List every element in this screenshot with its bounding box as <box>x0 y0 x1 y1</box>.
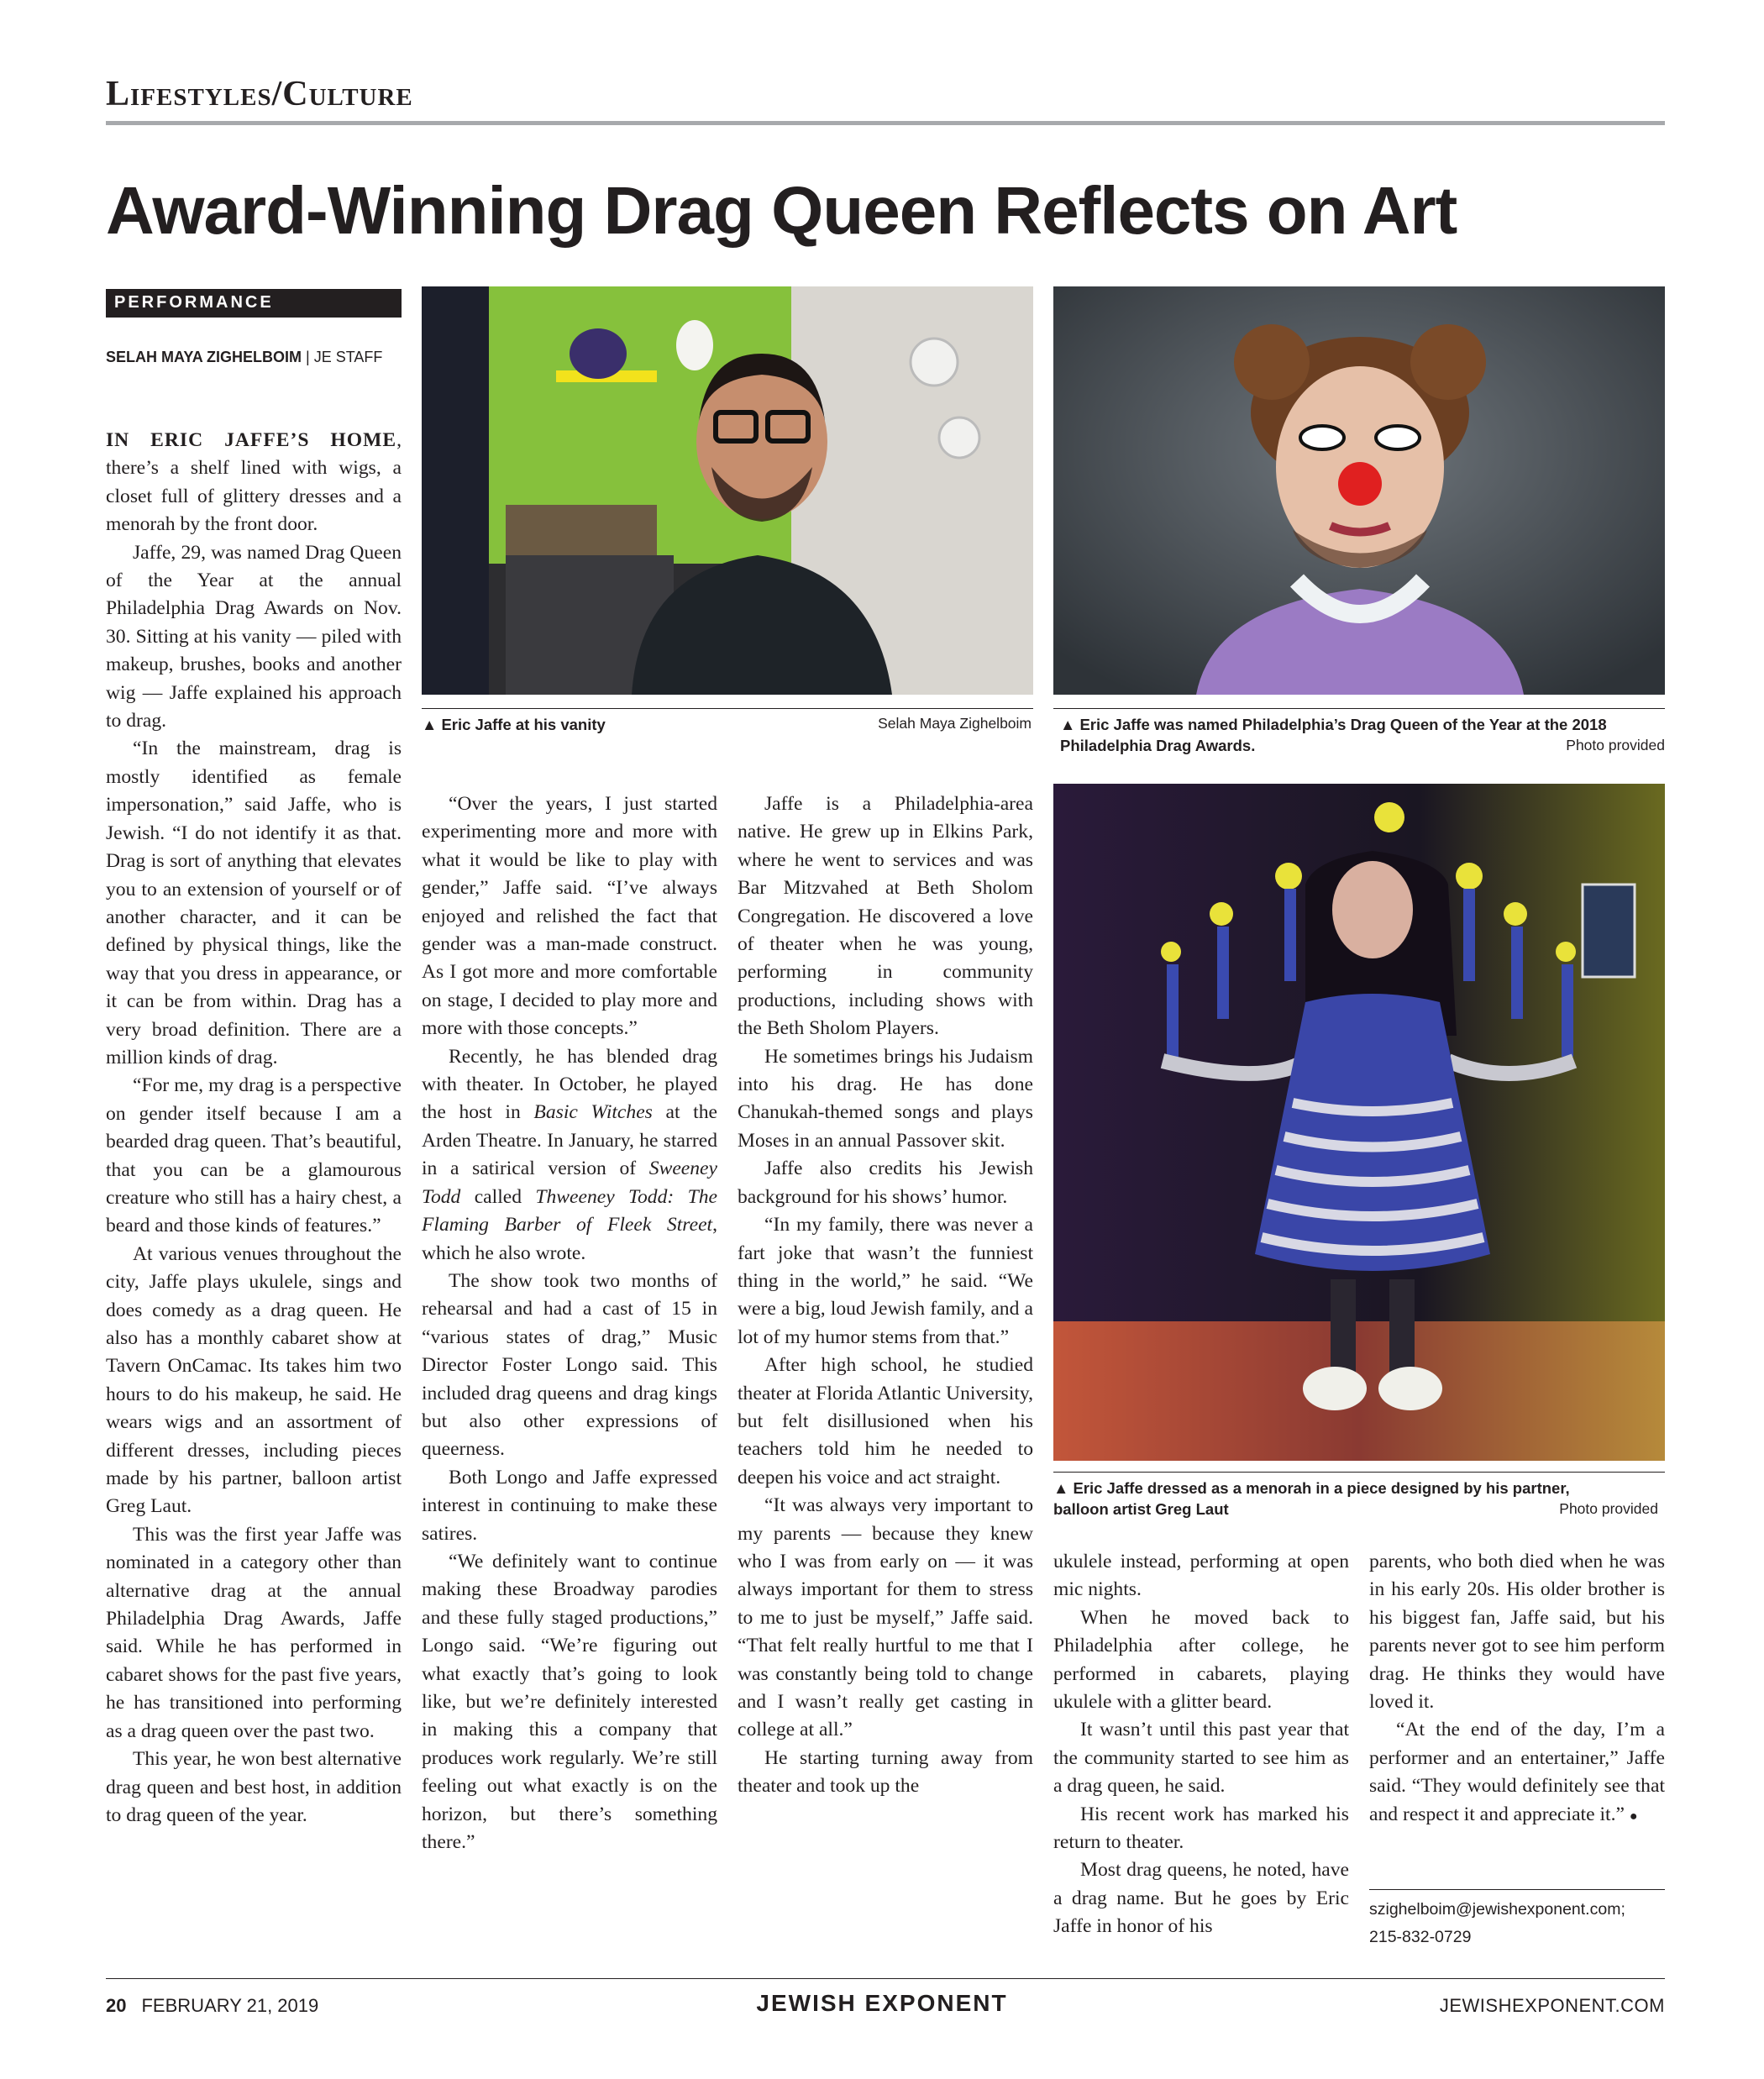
photo-portrait <box>1053 286 1665 695</box>
paragraph: parents, who both died when he was in his early 20s. His older brother is his biggest fan, Jaffe said, but his parents never got to see him perform drag. He thinks they would have loved it. <box>1369 1551 1665 1714</box>
paragraph: He sometimes brings his Judaism into his drag. He has done Chanukah-themed songs and plays Moses in an annual Passover skit. <box>738 1045 1033 1152</box>
byline-author: SELAH MAYA ZIGHELBOIM <box>106 349 302 365</box>
caption-portrait: ▲ Eric Jaffe was named Philadelphia’s Drag Queen of the Year at the 2018 Philadelphia Drag Awards. <box>1060 716 1607 754</box>
paragraph: Most drag queens, he noted, have a drag name. But he goes by Eric Jaffe in honor of his <box>1053 1859 1349 1938</box>
article-column-3 <box>738 790 1033 1801</box>
publication-website[interactable]: JEWISHEXPONENT.COM <box>1439 1995 1665 2016</box>
section-rule <box>106 121 1665 125</box>
paragraph: “In my family, there was never a fart joke that wasn’t the funniest thing in the world,” he said. “We were a big, loud Jewish family, and a lot of my humor stems from that.” <box>738 1214 1033 1348</box>
caption-vanity: ▲ Eric Jaffe at his vanity <box>422 716 606 733</box>
paragraph: “At the end of the day, I’m a performer and an entertainer,” Jaffe said. “They would definitely see that and respect it and appreciate it.” ● <box>1369 1719 1665 1825</box>
paragraph: When he moved back to Philadelphia after college, he performed in cabarets, playing ukulele with a glitter beard. <box>1053 1606 1349 1714</box>
paragraph: Both Longo and Jaffe expressed interest in continuing to make these satires. <box>422 1466 717 1545</box>
contact-rule <box>1369 1889 1665 1890</box>
issue-date: FEBRUARY 21, 2019 <box>141 1995 319 2016</box>
paragraph: At various venues throughout the city, Jaffe plays ukulele, sings and does comedy as a drag queen. He also has a monthly cabaret show at Tavern OnCamac. Its takes him two hours to do his makeup, he said. He wears wigs and an assortment of different dresses, including pieces made by his partner, balloon artist Greg Laut. <box>106 1242 402 1518</box>
title-sweeney-todd: Sweeney Todd <box>422 1158 717 1208</box>
caption-menorah-line1: ▲ Eric Jaffe dressed as a menorah in a piece designed by his partner, <box>1053 1479 1570 1497</box>
title-basic-witches: Basic Witches <box>533 1101 653 1124</box>
article-column-1 <box>106 427 402 1830</box>
paragraph: Jaffe, 29, was named Drag Queen of the Year at the annual Philadelphia Drag Awards on Nov. 30. Sitting at his vanity — piled with makeup, brushes, books and another wig — Jaffe explained his approach to drag. <box>106 541 402 732</box>
section-header: Lifestyles/Culture <box>106 75 413 113</box>
paragraph: It wasn’t until this past year that the community started to see him as a drag queen, he said. <box>1053 1719 1349 1798</box>
publication-name: JEWISH EXPONENT <box>756 1990 1008 2016</box>
caption-rule <box>1053 708 1665 709</box>
article-column-2 <box>422 790 717 1856</box>
credit-portrait: Photo provided <box>1566 737 1665 753</box>
paragraph: Jaffe is a Philadelphia-area native. He grew up in Elkins Park, where he went to services and was Bar Mitzvahed at Beth Sholom Congregation. He discovered a love of theater when he was young, performing in community productions, including shows with the Beth Sholom Players. <box>738 793 1033 1040</box>
paragraph: “We definitely want to continue making these Broadway parodies and these fully staged productions,” Longo said. “We’re figuring out what exactly that’s going to look like, but we’re definitely interested in making this a company that produces work regularly. We’re still feeling out what exactly is on the horizon, but there’s something there.” <box>422 1550 717 1854</box>
byline-separator: | <box>302 349 314 365</box>
kicker-performance: PERFORMANCE <box>106 289 402 318</box>
paragraph: His recent work has marked his return to theater. <box>1053 1803 1349 1854</box>
paragraph: “Over the years, I just started experimenting more and more with what it would be like to play with gender,” Jaffe said. “I’ve always enjoyed and relished the fact that gender was a man-made construct. As I got more and more comfortable on stage, I decided to play more and more with those concepts.” <box>422 793 717 1040</box>
headline: Award-Winning Drag Queen Reflects on Art <box>106 173 1457 248</box>
credit-menorah: Photo provided <box>1559 1500 1658 1517</box>
paragraph: After high school, he studied theater at Florida Atlantic University, but felt disillusioned when his teachers told him he needed to deepen his voice and act straight. <box>738 1354 1033 1488</box>
paragraph: “For me, my drag is a perspective on gender itself because I am a bearded drag queen. That’s beautiful, that you can be a glamourous creature who still has a hairy chest, a beard and those kinds of features.” <box>106 1074 402 1237</box>
footer-rule <box>106 1978 1665 1979</box>
paragraph: ukulele instead, performing at open mic nights. <box>1053 1551 1349 1601</box>
contact-block <box>1369 1896 1625 1951</box>
paragraph: IN ERIC JAFFE’S HOME, there’s a shelf lined with wigs, a closet full of glittery dresses and a menorah by the front door. <box>106 429 402 536</box>
paragraph: This year, he won best alternative drag queen and best host, in addition to drag queen of the year. <box>106 1748 402 1826</box>
title-thweeney-todd: Thweeney Todd: The Flaming Barber of Fleek Street <box>422 1185 717 1236</box>
caption-menorah-line2: balloon artist Greg Laut <box>1053 1500 1229 1518</box>
photo-vanity <box>422 286 1033 695</box>
credit-vanity: Selah Maya Zighelboim <box>878 715 1032 732</box>
paragraph: He starting turning away from theater and took up the <box>738 1746 1033 1798</box>
byline <box>106 349 382 366</box>
paragraph: Recently, he has blended drag with theater. In October, he played the host in Basic Witches at the Arden Theatre. In January, he starred in a satirical version of Sweeney Todd called Thweeney Todd: The Flaming Barber of Fleek Street, which he also wrote. <box>422 1045 718 1264</box>
contact-email[interactable]: szighelboim@jewishexponent.com; <box>1369 1900 1625 1919</box>
byline-role: JE STAFF <box>313 349 383 365</box>
paragraph: This was the first year Jaffe was nominated in a category other than alternative drag at the annual Philadelphia Drag Awards, Jaffe said. While he has performed in cabaret shows for the past five years, he has transitioned into performing as a drag queen over the past two. <box>106 1523 402 1742</box>
paragraph: “In the mainstream, drag is mostly identified as female impersonation,” said Jaffe, who is Jewish. “I do not identify it as that. Drag is sort of anything that elevates you to an extension of yourself or of another character, and it can be defined by physical things, like the way that you dress in appearance, or it can be from within. Drag has a very broad definition. There are a million kinds of drag. <box>106 738 402 1068</box>
paragraph: “It was always very important to my parents — because they knew who I was from early on — it was always important for them to stress to me to just be myself,” Jaffe said. “That felt really hurtful to me that I was constantly being told to change and I wasn’t really get casting in college at all.” <box>738 1494 1033 1741</box>
lead-in: IN ERIC JAFFE’S HOME <box>106 429 397 451</box>
page-number: 20 <box>106 1995 127 2016</box>
paragraph: The show took two months of rehearsal and had a cast of 15 in “various states of drag,” Music Director Foster Longo said. This included drag queens and drag kings but also other expressions of queerness. <box>422 1269 717 1461</box>
end-mark: ● <box>1629 1809 1638 1824</box>
contact-phone: 215-832-0729 <box>1369 1928 1472 1946</box>
paragraph: Jaffe also credits his Jewish background for his shows’ humor. <box>738 1158 1033 1208</box>
article-column-4 <box>1053 1548 1349 1941</box>
caption-rule <box>422 708 1033 709</box>
caption-rule <box>1053 1472 1665 1473</box>
photo-menorah-costume <box>1053 784 1665 1461</box>
article-column-5 <box>1369 1548 1665 1830</box>
